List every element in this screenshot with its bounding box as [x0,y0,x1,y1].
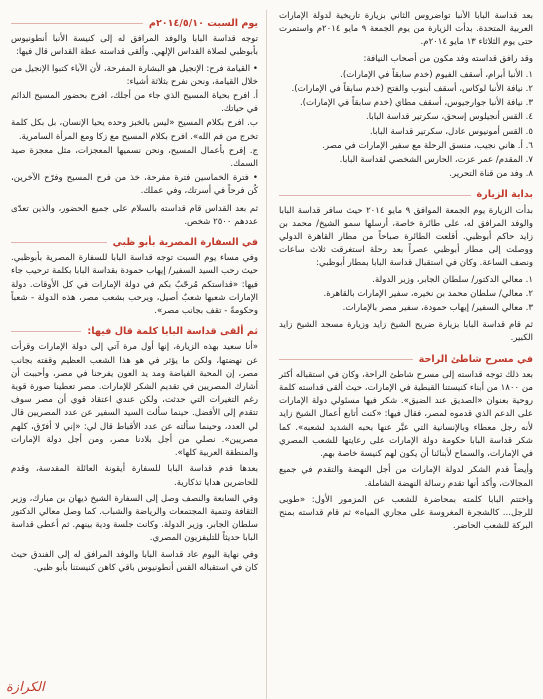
night-paragraph: وفي نهاية اليوم عاد قداسة البابا والوفد المرافق له إلى الفندق حيث كان في استقباله القس أنطونيوس باقي كاهن كنيستنا بأبو ظبي. [11,549,258,573]
delegation-item: ٣. نيافة الأنبا جوارجيوس، أسقف مطاي (خدم سابقاً في الإمارات). [299,98,533,109]
delegation-item: ١. الأنبا أبرام، أسقف الفيوم (خدم سابقاً في الإمارات). [340,69,533,80]
right-column [277,10,533,699]
signature-text: الكرازة [6,680,45,695]
magazine-signature-logo [6,680,45,695]
visit-paragraph: بدأت الزيارة يوم الجمعة الموافق ٩ مايو ٢٠١٤ حيث سافر قداسة البابا والوفد المرافق له، على طائرة خاصة، أرسلها سمو الشيخ/ محمد بن زايد حاكم أبوظبي. أقلعت الطائرة صباحاً من مطار القاهرة الدولي ووصلت إلى مطار أبوظبي عصراً بعد رحلة استغرقت ثلاث ساعات ونصف الساعة. وكان في استقبال قداسة البابا بمطار أبوظبي: [279,205,533,269]
visit-heading [279,188,533,201]
embassy-paragraph: وفي مساء يوم السبت توجه قداسة البابا للسفارة المصرية بأبوظبي. حيث رحب السيد السفير/ إيهاب حمودة بقداسة البابا بكلمة ترحيب جاء فيها: «قداستكم مُرحّبٌ بكم في دولة الإمارات في كل الأوقات. دولة الإمارات شعبها شعبٌ أصيل، ويرحب بشعب مصر، هذه الدولة - شعباً وحكومةً - تقف بجانب مصر». [11,253,258,317]
sermon-points [11,63,258,199]
theatre-paragraph-3: واختتم البابا كلمته بمحاضرة للشعب عن المزمور الأول: «طوبى للرجل... كالشجرة المغروسة على مجاري المياه» ثم قام قداسته بمنح البركة للشعب الحاضر. [279,494,533,532]
heading-rule [279,359,413,360]
intro-paragraph: بعد قداسة البابا الأنبا تواضروس الثاني بزيارة تاريخية لدولة الإمارات العربية المتحدة. بدأت الزيارة من يوم الجمعة ٩ مايو ٢٠١٤م واستمرت حتى يوم الثلاثاء ١٣ مايو ٢٠١٤م. [279,11,533,48]
saturday-intro: توجه قداسة البابا والوفد المرافق له إلى كنيسة الأنبا أنطونيوس بأبوظبي لصلاة القداس الإلهي. وألقى قداسته عظة القداس قال فيها: [11,34,258,58]
sermon-point: • القيامة فرح: الإنجيل هو البشارة المفرحة، لأن الآباء كتبوا الإنجيل من خلال القيامة، ونحن نفرح بثلاثة أشياء: [11,63,258,87]
date-heading [11,17,258,30]
theatre-heading [279,353,533,366]
reception-item: ٢. معالي/ سلطان محمد بن نخيره، سفير الإمارات بالقاهرة. [323,288,533,299]
speech-heading [11,325,258,338]
reception-item: ٣. معالي السفير/ إيهاب حمودة، سفير مصر بالإمارات. [342,303,533,314]
delegation-list [279,69,533,182]
date-heading-text: يوم السبت ٢٠١٤/٥/١٠م [148,18,258,29]
delegation-item: ٤. القس أنجيلوس إسحق، سكرتير قداسة البابا. [365,112,533,123]
sermon-point: • فترة الخماسين فترة مفرحة، خذ من فرح المسيح وفرّح الآخرين، كُن فرحاً في أسرتك، وفي عملك. [11,173,258,197]
speech-paragraph: «أنا سعيد بهذه الزيارة، إنها أول مرة آتي إلى دولة الإمارات وقرأت عن نهضتها، ولكن ما يؤثر في هو هذا الشعب العظيم وقفته بجانب مصر، إن المحبة الفياضة ومد يد العون يفرحنا في مصر، وأحببت أن أشارك المصريين في تقديم الشكر للإمارات. مصر تعطينا صورة قوية رغم التغيرات التي حدثت، ولكن عندي اعتقاد قوي أن مصر سوف تتقدم إلى الأفضل. حينما سألت السيد السفير عن عدد المصريين قال لي العدد، وحينما سألته عن عدد الأقباط قال لي: «إني لا أفرّق، كلهم مصريين». نصلي من أجل بلادنا مصر، ومن أجل دولة الإمارات والمنطقة العربية كلها». [11,342,258,459]
saturday-after: ثم بعد القداس قام قداسته بالسلام على جميع الحضور، والذين تعدّى عددهم ٢٥٠٠ شخص. [11,203,258,227]
delegation-item: ٥. القس أمونيوس عادل، سكرتير قداسة البابا. [369,126,533,137]
delegation-intro: وقد رافق قداسته وفد مكون من أصحاب النيافة: [363,53,533,64]
embassy-heading [11,236,258,249]
heading-rule [279,195,471,196]
evening-paragraph: وفي السابعة والنصف وصل إلى السفارة الشيخ ذيهان بن مبارك، وزير الثقافة وتنمية المجتمعات والرياضة والشباب. كما وصل معالي الدكتور سلطان الجابر، وزير الدولة. وكانت جلسة ودية بينهم. ثم أعطى قداسة البابا حديثاً للتليفزيون المصري. [11,493,258,544]
speech-heading-text: ثم ألقى قداسة البابا كلمة قال فيها: [87,326,258,338]
heading-rule [11,331,81,332]
sermon-point: ج. إفرح بأعمال المسيح، ونحن نسميها المعجزات، مثل معجزة صيد السمك. [11,145,258,170]
delegation-item: ٦. أ. هاني نجيب، منسق الرحلة مع سفير الإمارات في مصر. [322,140,533,151]
theatre-paragraph-2: وأيضاً قدم الشكر لدولة الإمارات من أجل النهضة والتقدم في جميع المجالات، وأكد أنها تقدم رسالة النهضة الشاملة. [279,465,533,489]
sermon-point: أ. افرح بحياة المسيح الذي جاء من أجلك، افرح بحضور المسيح الدائم في حياتك. [11,91,258,115]
embassy-heading-text: في السفارة المصرية بأبو ظبي [112,237,258,249]
theatre-paragraph-1: بعد ذلك توجه قداسته إلى مسرح شاطئ الراحة، وكان في استقباله أكثر من ١٨٠٠ من أبناء كنيستنا القبطية في الإمارات، حيث ألقى قداسته كلمة روحية بعنوان «الصديق عند الضيق». شكر فيها مسئولي دولة الإمارات على الدعم الذي قدموه لمصر، فقال فيها: «كنت أتابع أعمال الشيخ زايد لأنه رجل معطاء وبالإنسانية التي عبَّر عنها بحبه الشديد لشعبه». كما شكر قداسة البابا حكومة دولة الإمارات على رعايتها للشعب المصري في الإمارات، والسماح لأبنائنا أن يكون لهم كنيسة خاصة بهم. [279,369,533,460]
theatre-heading-text: في مسرح شاطئ الراحة [418,353,533,365]
heading-rule [11,242,107,243]
delegation-item: ٢. نيافة الأنبا لوكاس، أسقف أبنوب والفتح (خدم سابقاً في الإمارات). [291,84,533,95]
heading-rule [11,23,143,24]
delegation-item: ٨. وفد من قناة التحرير. [449,169,533,180]
reception-after-paragraph: ثم قام قداسة البابا بزيارة ضريح الشيخ زايد وزيارة مسجد الشيخ زايد الكبير. [279,320,533,344]
reception-item: ١. معالي الدكتور/ سلطان الجابر، وزير الدولة. [372,274,533,285]
gifts-paragraph: بعدها قدم قداسة البابا للسفارة أيقونة العائلة المقدسة، وقدم للحاضرين هدايا تذكارية. [11,464,258,488]
sermon-point: ب. افرح بكلام المسيح «ليس بالخبز وحده يحيا الإنسان، بل بكل كلمة تخرج من فم الله». افرح بكلام المسيح مع زكا ومع المرأة السامرية. [11,118,258,142]
left-column [11,10,267,699]
delegation-item: ٧. المقدم/ عمر عزت، الحارس الشخصي لقداسة البابا. [339,155,533,166]
visit-heading-text: بداية الزيارة [476,189,533,201]
reception-list [279,274,533,316]
